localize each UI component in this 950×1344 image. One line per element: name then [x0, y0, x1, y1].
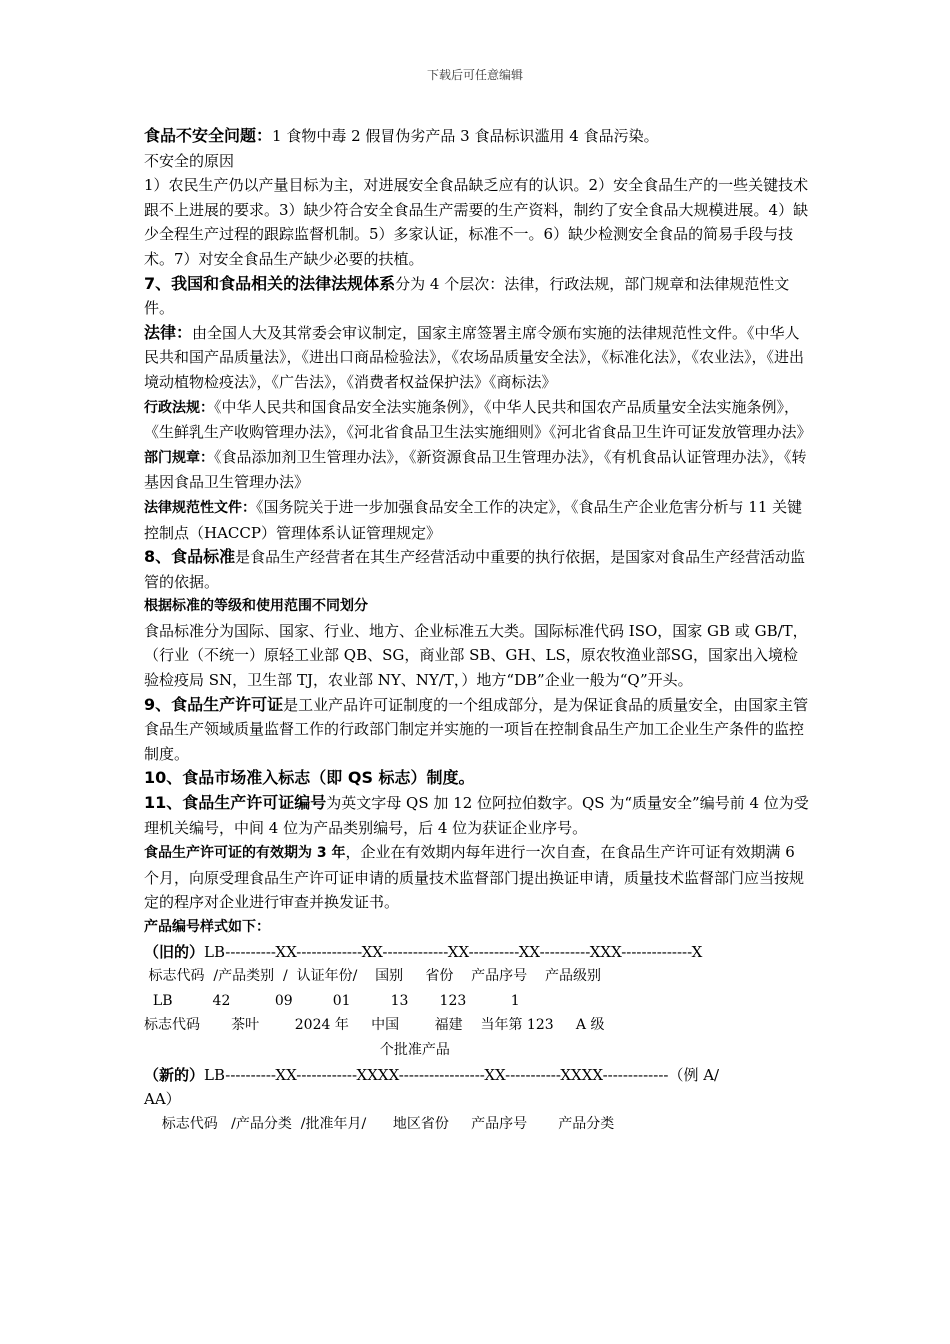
dept-rules-paragraph	[144, 445, 810, 495]
old-format-meaning-cont: 个批准产品	[144, 1041, 450, 1058]
old-format-code: LB----------XX-------------XX-------------XX----------XX----------XXX--------------X	[204, 942, 703, 961]
production-license-paragraph	[144, 693, 810, 767]
admin-regulation-text: 《中华人民共和国食品安全法实施条例》，《中华人民共和国农产品质量安全法实施条例》，《生鲜乳生产收购管理办法》，《河北省食品卫生法实施细则》《河北省食品卫生许可证发放管理办法》	[144, 397, 812, 442]
old-format-fields: 标志代码 /产品类别 / 认证年份/ 国别 省份 产品序号 产品级别	[144, 968, 601, 985]
admin-regulation-heading: 行政法规：	[144, 399, 214, 416]
standard-classification-text: 食品标准分为国际、国家、行业、地方、企业标准五大类。国际标准代码 ISO，国家 GB 或 GB/T，（行业（不统一）原轻工业部 QB、SG，商业部 SB、GH、LS，原农牧渔业部SG，国家出入境检验检疫局 SN，卫生部 TJ，农业部 NY、NY/T，）地方“DB”企业一般为“Q”开头。	[144, 621, 808, 690]
license-validity-text: ，企业在有效期内每年进行一次自查，在食品生产许可证有效期满 6 个月，向原受理食品生产许可证申请的质量技术监督部门提出换证申请，质量技术监督部门应当按规定的程序对企业进行审查并换发证书。	[144, 843, 805, 912]
market-access-heading: 10、食品市场准入标志（即 QS 标志）制度。	[144, 768, 475, 788]
new-format-pattern-cont: AA）	[144, 1090, 181, 1109]
food-standard-heading: 8、食品标准	[144, 547, 236, 567]
admin-regulation-paragraph	[144, 395, 810, 445]
license-number-paragraph	[144, 791, 810, 840]
dept-rules-text: 《食品添加剂卫生管理办法》，《新资源食品卫生管理办法》，《有机食品认证管理办法》，《转基因食品卫生管理办法》	[144, 447, 807, 492]
unsafe-reasons-heading: 不安全的原因	[144, 151, 235, 170]
page-header: 下载后可任意编辑	[426, 68, 523, 82]
new-format-label: （新的）	[144, 1065, 205, 1084]
food-standard-paragraph	[144, 545, 810, 594]
law-system-heading: 7、我国和食品相关的法律法规体系	[144, 273, 396, 293]
food-standard-text: 是食品生产经营者在其生产经营活动中重要的执行依据，是国家对食品生产经营活动监管的依据。	[144, 548, 806, 591]
production-license-text: 是工业产品许可证制度的一个组成部分，是为保证食品的质量安全，由国家主管食品生产领域质量监督工作的行政部门制定并实施的一项旨在控制食品生产加工企业生产条件的监控制度。	[144, 695, 809, 763]
license-validity-heading: 食品生产许可证的有效期为 3 年	[144, 845, 346, 862]
unsafe-reasons-text: 1）农民生产仍以产量目标为主，对进展安全食品缺乏应有的认识。2）安全食品生产的一些关键技术跟不上进展的要求。3）缺少符合安全食品生产需要的生产资料，制约了安全食品大规模进展。4）缺少全程生产过程的跟踪监督机制。5）多家认证，标准不一。6）缺少检测安全食品的简易手段与技术。7）对安全食品生产缺少必要的扶植。	[144, 176, 809, 268]
old-format-meaning: 标志代码 茶叶 2024 年 中国 福建 当年第 123 A 级	[144, 1017, 605, 1034]
law-heading: 法律：	[144, 322, 193, 342]
standard-classification-heading: 根据标准的等级和使用范围不同划分	[144, 598, 368, 615]
law-paragraph	[144, 321, 810, 395]
unsafe-issues-text: 1 食物中毒 2 假冒伪劣产品 3 食品标识滥用 4 食品污染。	[272, 127, 659, 145]
new-format-code: LB----------XX------------XXXX-----------------XX-----------XXXX-------------（例 A/	[204, 1065, 720, 1084]
normative-docs-heading: 法律规范性文件：	[144, 499, 256, 516]
number-format-heading: 产品编号样式如下：	[144, 919, 270, 935]
dept-rules-heading: 部门规章：	[144, 449, 214, 466]
unsafe-issues-paragraph	[144, 124, 810, 149]
new-format-fields: 标志代码 /产品分类 /批准年月/ 地区省份 产品序号 产品分类	[144, 1115, 615, 1132]
old-format-pattern	[144, 940, 810, 965]
old-format-label: （旧的）	[144, 942, 205, 961]
license-number-text: 为英文字母 QS 加 12 位阿拉伯数字。QS 为“质量安全”编号前 4 位为受理机关编号，中间 4 位为产品类别编号，后 4 位为获证企业序号。	[144, 794, 809, 837]
normative-docs-text: 《国务院关于进一步加强食品安全工作的决定》，《食品生产企业危害分析与 11 关键控制点（HACCP）管理体系认证管理规定》	[144, 497, 803, 542]
production-license-heading: 9、食品生产许可证	[144, 694, 284, 714]
license-validity-paragraph	[144, 840, 810, 915]
document-body	[144, 124, 810, 1136]
normative-docs-paragraph	[144, 495, 810, 545]
law-system-paragraph	[144, 272, 810, 321]
license-number-heading: 11、食品生产许可证编号	[144, 793, 327, 813]
unsafe-issues-heading: 食品不安全问题：	[144, 126, 273, 145]
law-text: 由全国人大及其常委会审议制定，国家主席签署主席令颁布实施的法律规范性文件。《中华人民共和国产品质量法》，《进出口商品检验法》，《农场品质量安全法》，《标准化法》，《农业法》，《进出境动植物检疫法》，《广告法》，《消费者权益保护法》《商标法》	[144, 323, 805, 391]
new-format-pattern	[144, 1063, 810, 1088]
law-system-text: 分为 4 个层次：法律，行政法规，部门规章和法律规范性文件。	[144, 274, 790, 318]
old-format-values: LB 42 09 01 13 123 1	[144, 992, 520, 1009]
